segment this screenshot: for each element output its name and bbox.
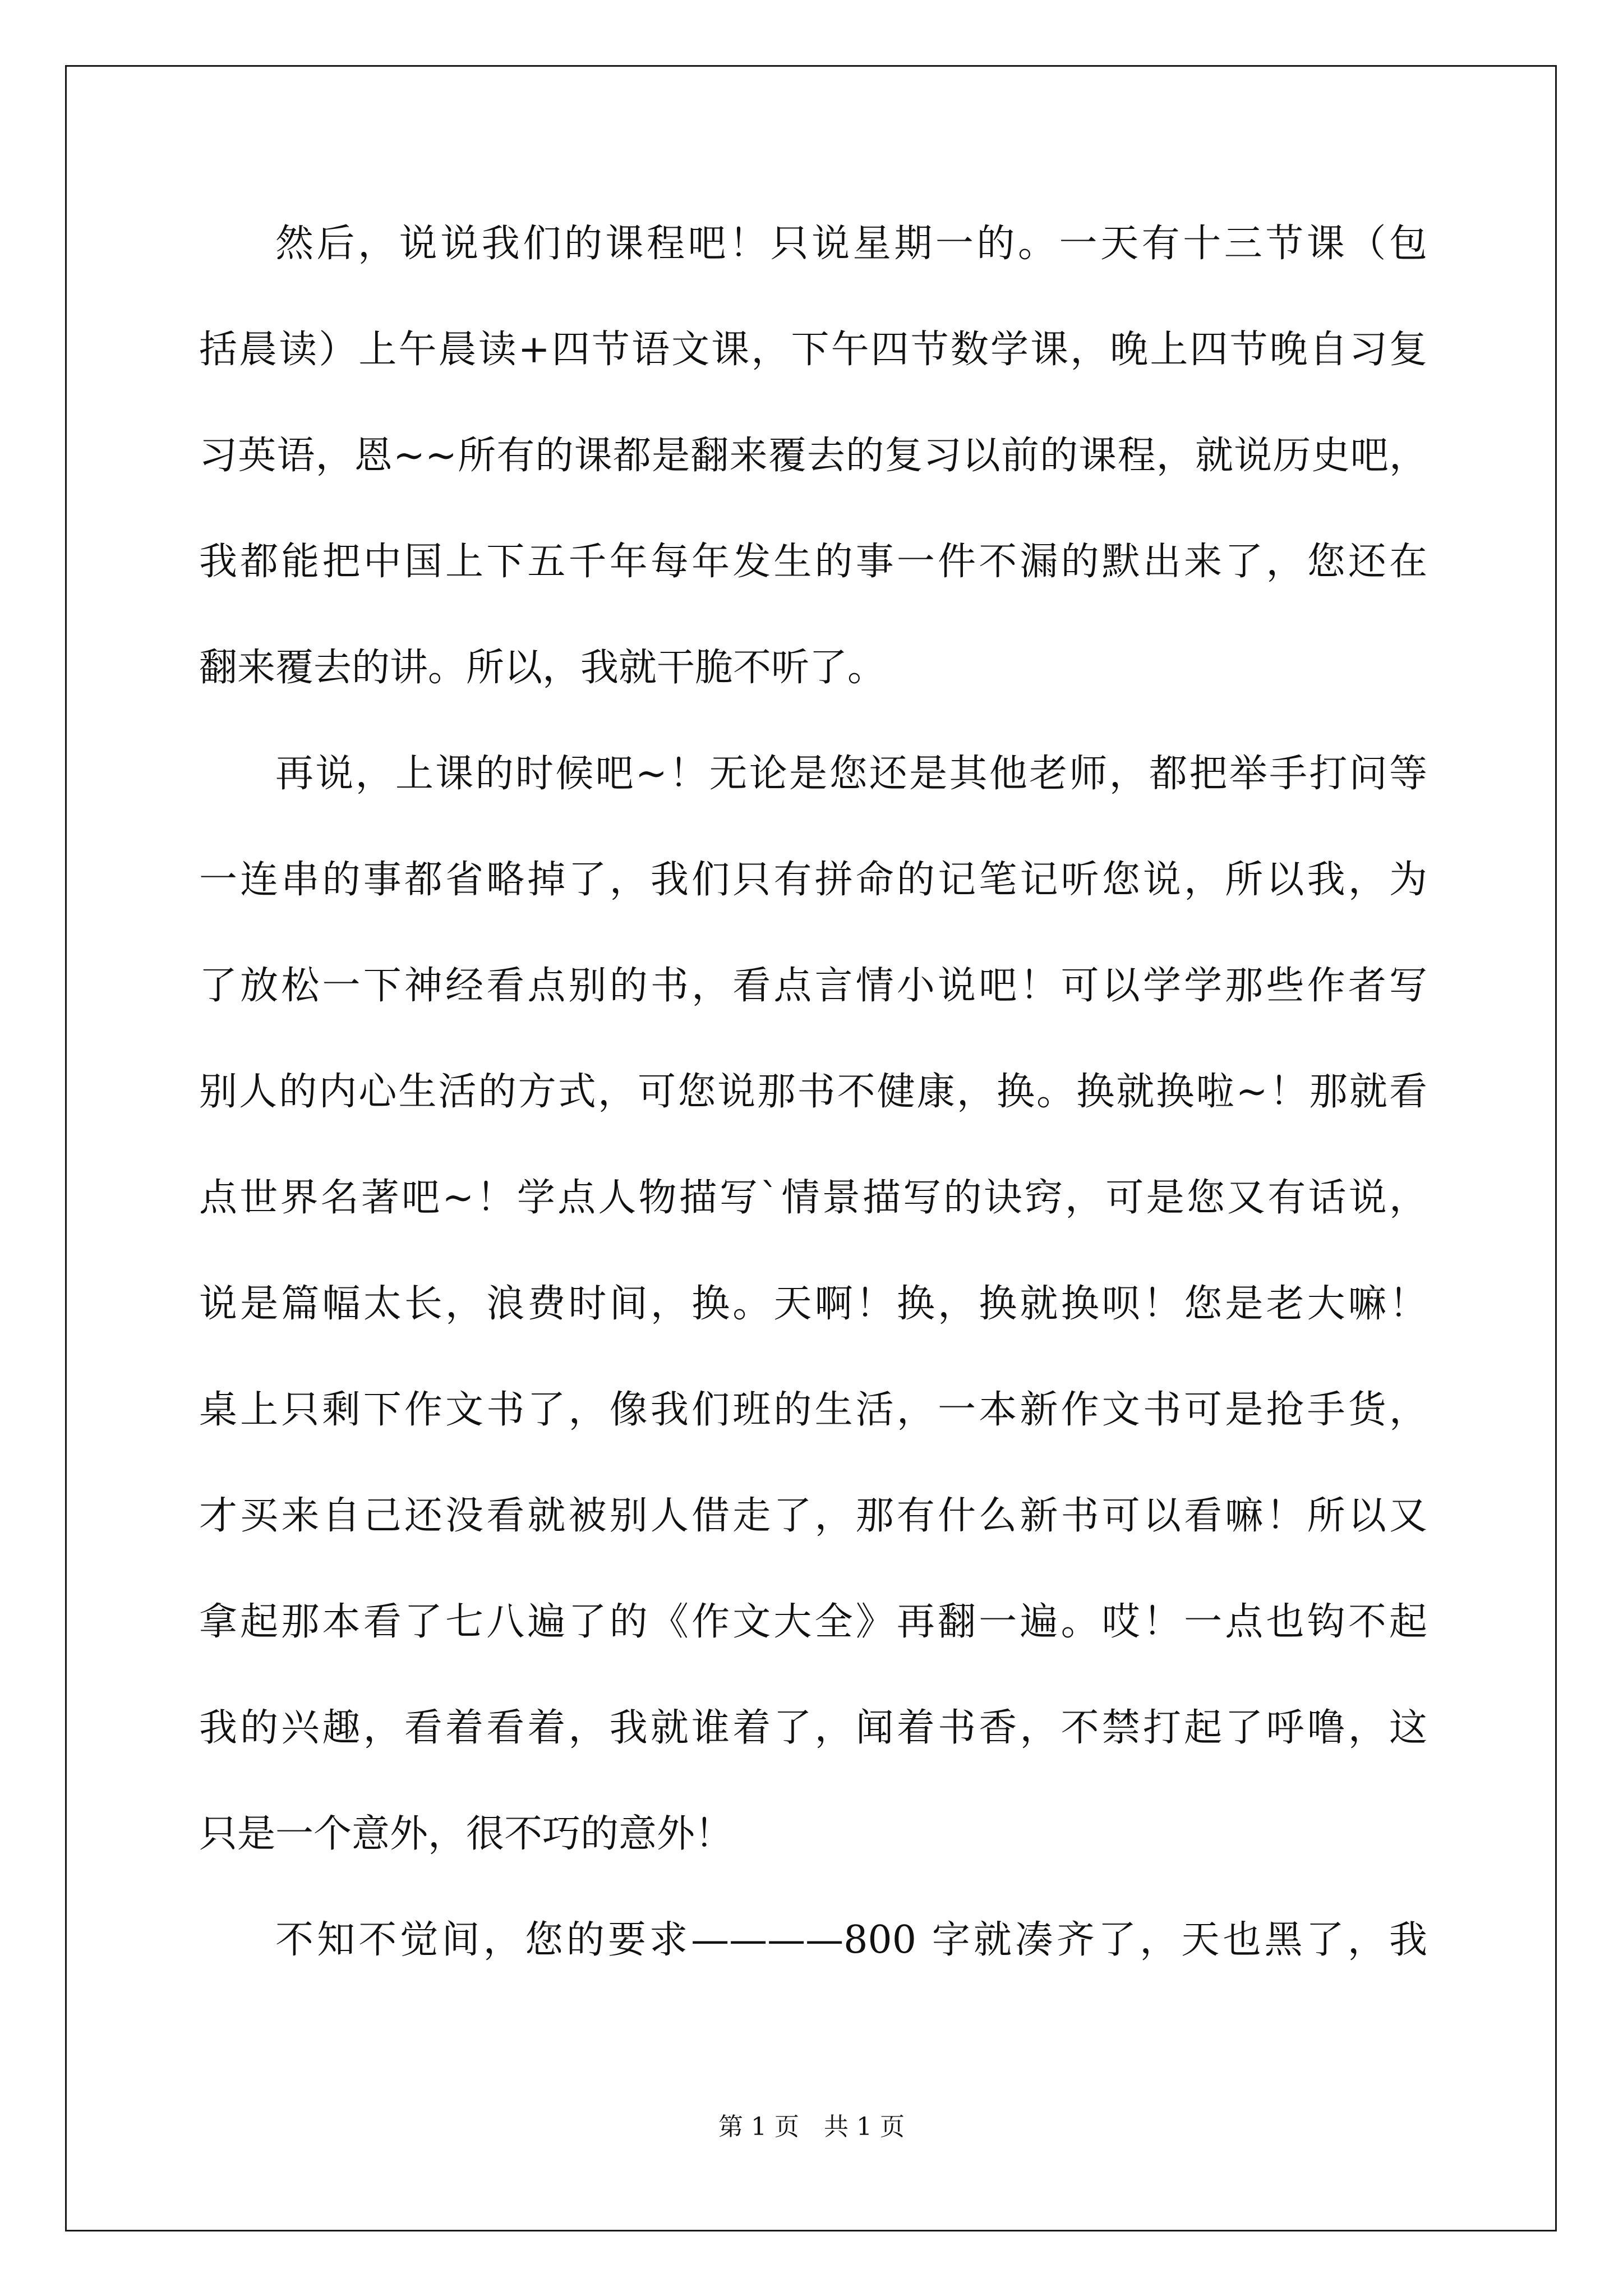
text-line-2: 括晨读）上午晨读+四节语文课，下午四节数学课，晚上四节晚自习复 — [199, 328, 1427, 372]
text-line-3: 习英语，恩~~所有的课都是翻来覆去的复习以前的课程，就说历史吧， — [199, 434, 1427, 478]
text-line-13: 才买来自己还没看就被别人借走了，那有什么新书可以看嘛！所以又 — [199, 1494, 1427, 1538]
document-body — [199, 210, 1427, 2013]
text-line-17: 不知不觉间，您的要求————800 字就凑齐了，天也黑了，我 — [275, 1918, 1427, 1962]
page-number-footer: 第 1 页 共 1 页 — [718, 2113, 905, 2141]
text-line-4: 我都能把中国上下五千年每年发生的事一件不漏的默出来了，您还在 — [199, 540, 1427, 584]
text-line-8: 了放松一下神经看点别的书，看点言情小说吧！可以学学那些作者写 — [199, 964, 1427, 1008]
text-line-12: 桌上只剩下作文书了，像我们班的生活，一本新作文书可是抢手货， — [199, 1388, 1427, 1432]
text-line-11: 说是篇幅太长，浪费时间，换。天啊！换，换就换呗！您是老大嘛！ — [199, 1282, 1427, 1326]
text-line-1: 然后，说说我们的课程吧！只说星期一的。一天有十三节课（包 — [275, 222, 1427, 266]
text-line-5: 翻来覆去的讲。所以，我就干脆不听了。 — [199, 646, 886, 690]
text-line-7: 一连串的事都省略掉了，我们只有拼命的记笔记听您说，所以我，为 — [199, 858, 1427, 902]
text-line-15: 我的兴趣，看着看着，我就谁着了，闻着书香，不禁打起了呼噜，这 — [199, 1706, 1427, 1750]
text-line-9: 别人的内心生活的方式，可您说那书不健康，换。换就换啦~！那就看 — [199, 1070, 1427, 1114]
text-line-16: 只是一个意外，很不巧的意外！ — [199, 1812, 734, 1856]
text-line-14: 拿起那本看了七八遍了的《作文大全》再翻一遍。哎！一点也钩不起 — [199, 1600, 1427, 1644]
text-line-6: 再说，上课的时候吧~！无论是您还是其他老师，都把举手打问等 — [275, 752, 1427, 796]
text-line-10: 点世界名著吧~！学点人物描写`情景描写的诀窍，可是您又有话说， — [199, 1176, 1427, 1220]
